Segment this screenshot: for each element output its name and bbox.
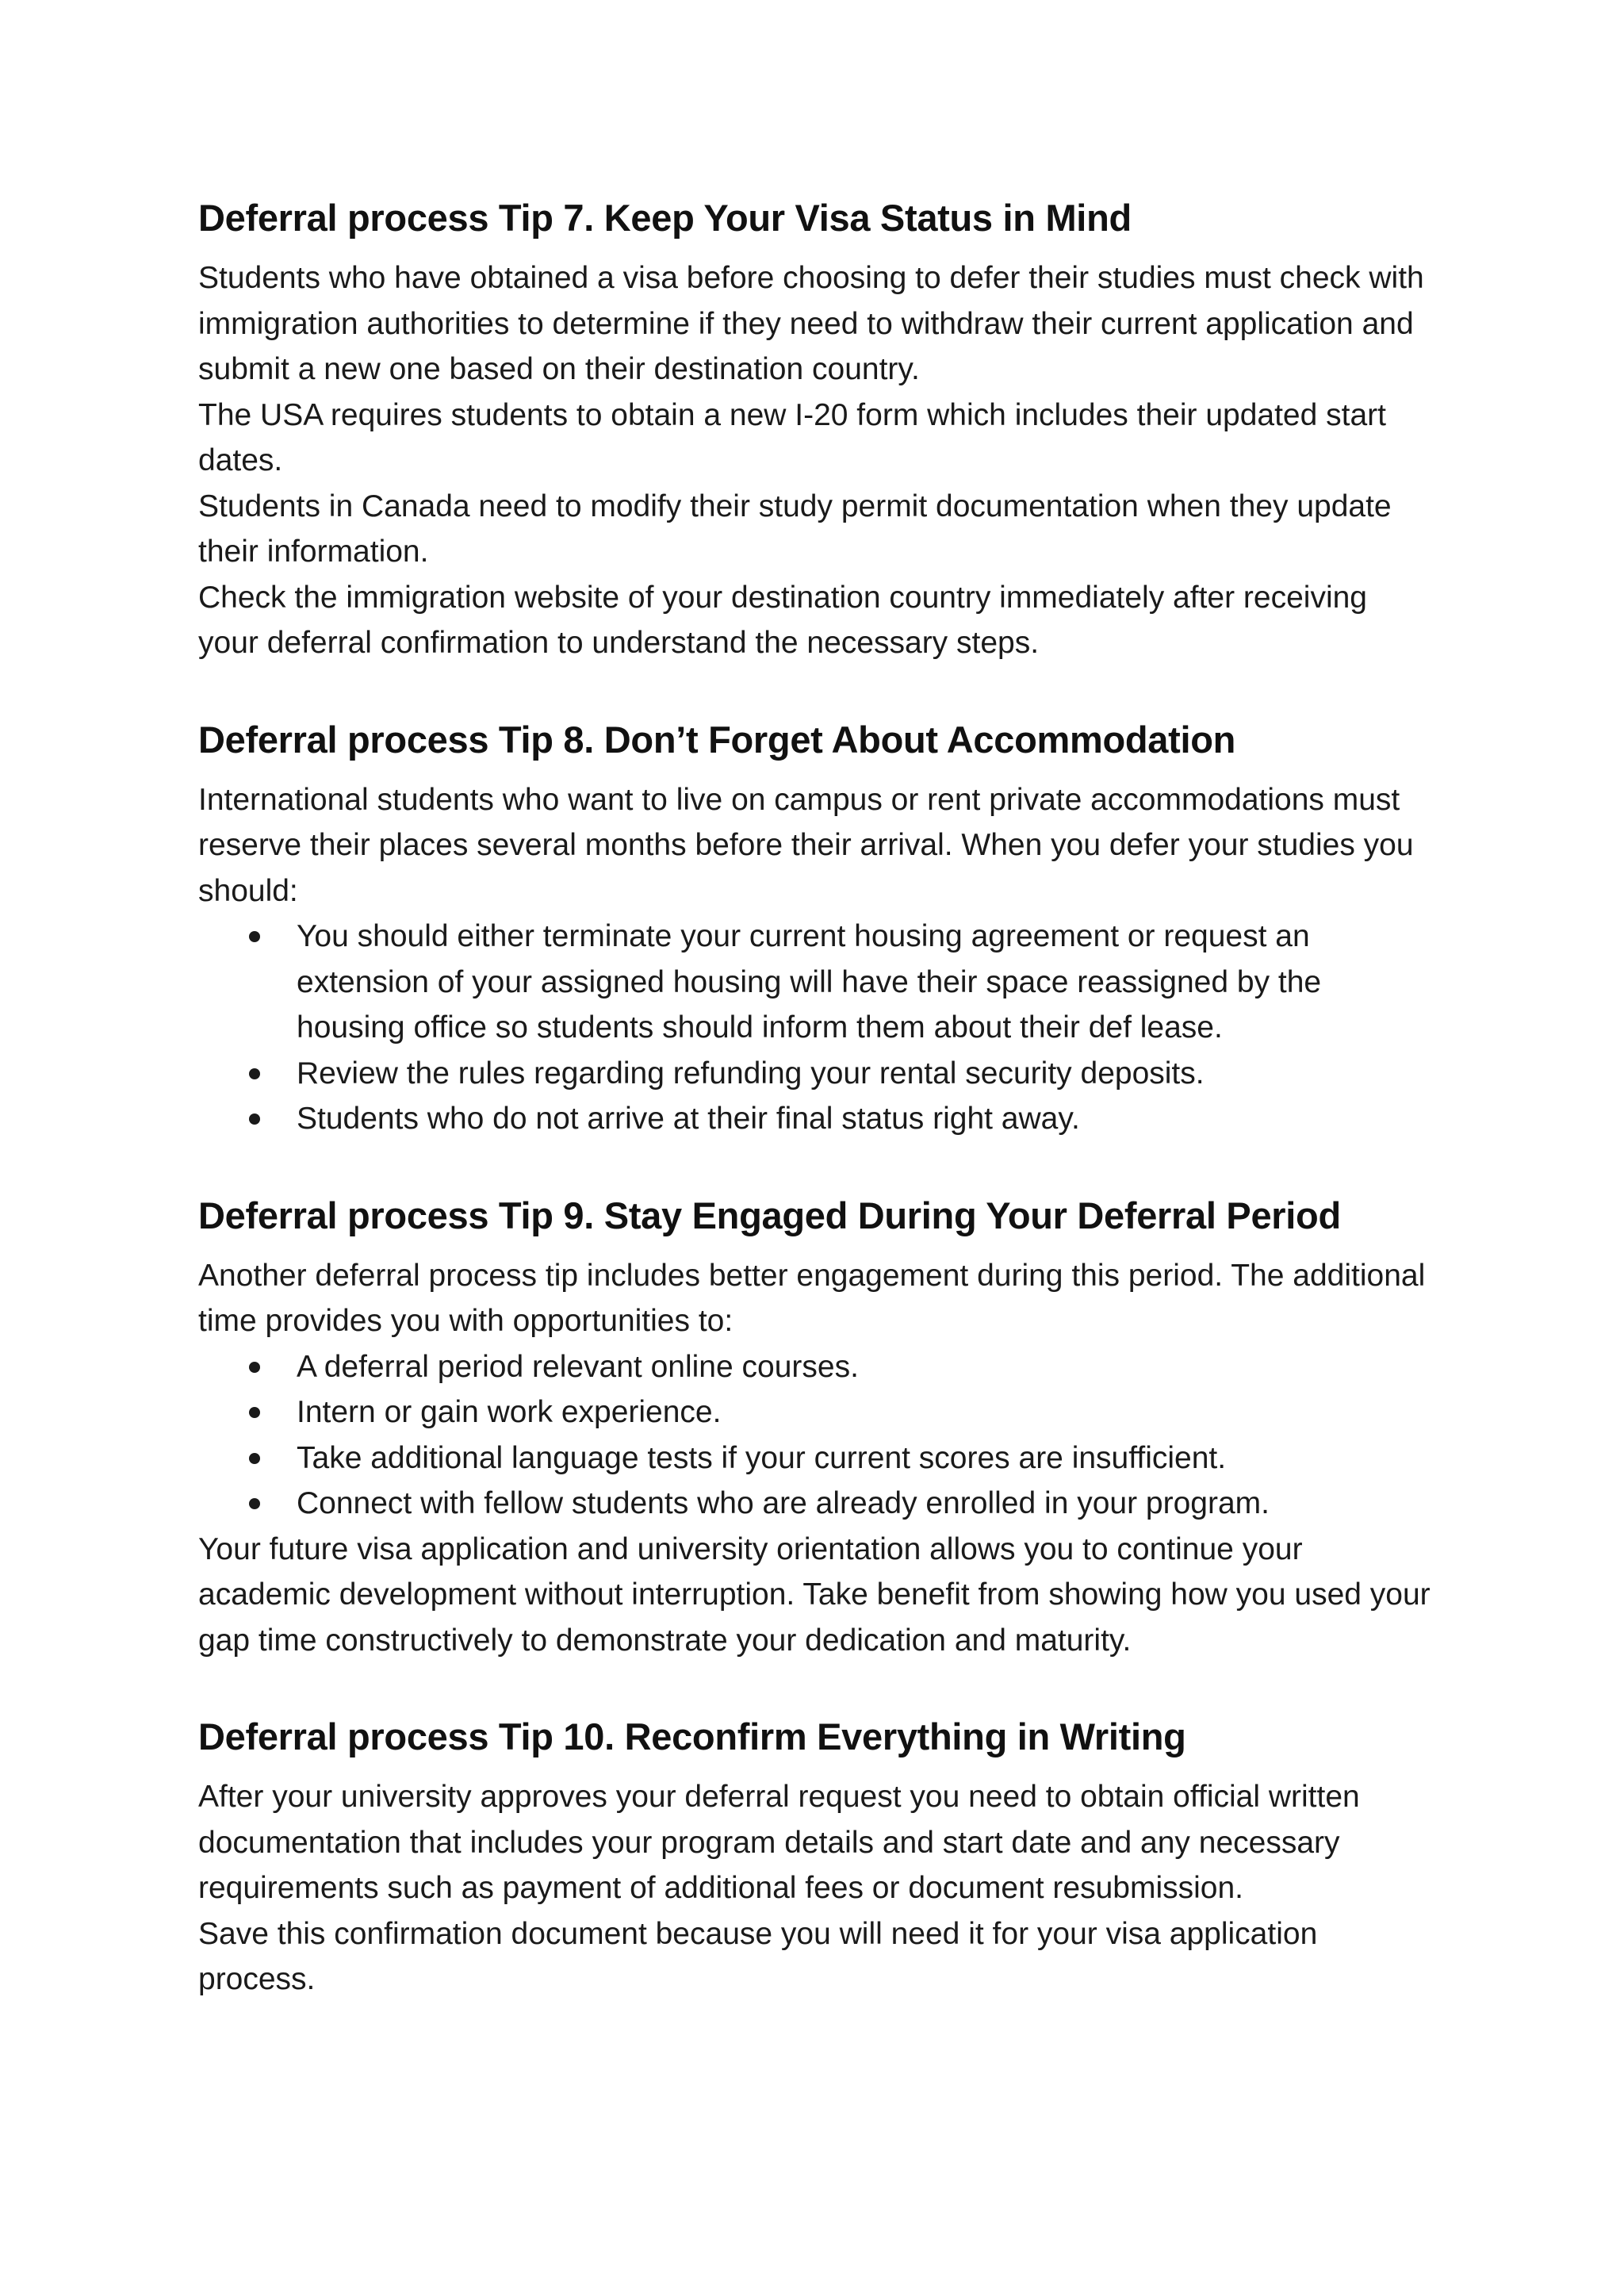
document-page	[198, 190, 1435, 2003]
bullet-icon	[249, 1362, 260, 1373]
list-item-text: Connect with fellow students who are already enrolled in your program.	[297, 1486, 1270, 1520]
list-item	[198, 1096, 1435, 1142]
section-tip-8	[198, 712, 1435, 1142]
paragraph: Another deferral process tip includes better engagement during this period. The additional time provides you with opportunities to:	[198, 1258, 1426, 1338]
list-item	[198, 1435, 1435, 1481]
section-heading: Deferral process Tip 10. Reconfirm Everything in Writing	[198, 1715, 1186, 1757]
list-item-text: Take additional language tests if your current scores are insufficient.	[297, 1440, 1227, 1475]
paragraph: Students in Canada need to modify their study permit documentation when they update their information.	[198, 489, 1392, 569]
paragraph: International students who want to live on campus or rent private accommodations must reserve their places several months before their arrival. When you defer your studies you should:	[198, 782, 1414, 908]
paragraph: After your university approves your deferral request you need to obtain official written documentation that includes your program details and start date and any necessary requirements such as payment of additional fees or document resubmission.	[198, 1780, 1360, 1905]
bullet-icon	[249, 1114, 260, 1125]
bullet-icon	[249, 1453, 260, 1464]
list-item-text: Intern or gain work experience.	[297, 1395, 722, 1429]
paragraph: Save this confirmation document because you will need it for your visa application process.	[198, 1916, 1318, 1996]
list-item-text: You should either terminate your current housing agreement or request an extension of your assigned housing will have their space reassigned by the housing office so students should inform them about their def lease.	[297, 919, 1322, 1045]
list-item	[198, 1389, 1435, 1435]
bullet-icon	[249, 1068, 260, 1079]
list-item	[198, 1344, 1435, 1390]
bullet-icon	[249, 1407, 260, 1418]
list-item	[198, 914, 1435, 1051]
bullet-list	[198, 1344, 1435, 1527]
bullet-icon	[249, 931, 260, 942]
list-item-text: Students who do not arrive at their final status right away.	[297, 1102, 1080, 1136]
paragraph: Students who have obtained a visa before choosing to defer their studies must check with immigration authorities to determine if they need to withdraw their current application and submit a new one based on their destination country.	[198, 261, 1424, 386]
paragraph: The USA requires students to obtain a new I-20 form which includes their updated start dates.	[198, 397, 1386, 477]
section-heading: Deferral process Tip 8. Don’t Forget About Accommodation	[198, 718, 1236, 761]
bullet-icon	[249, 1498, 260, 1509]
paragraph: Check the immigration website of your destination country immediately after receiving your deferral confirmation to understand the necessary steps.	[198, 580, 1368, 660]
section-heading: Deferral process Tip 9. Stay Engaged During Your Deferral Period	[198, 1194, 1341, 1236]
bullet-list	[198, 914, 1435, 1142]
list-item-text: A deferral period relevant online courses.	[297, 1349, 859, 1384]
list-item-text: Review the rules regarding refunding your rental security deposits.	[297, 1056, 1205, 1091]
section-tip-9	[198, 1188, 1435, 1664]
paragraph: Your future visa application and university orientation allows you to continue your academic development without interruption. Take benefit from showing how you used your gap time constructively to demonstrate your dedication and maturity.	[198, 1531, 1431, 1658]
section-tip-10	[198, 1709, 1435, 2003]
list-item	[198, 1481, 1435, 1527]
section-tip-7	[198, 190, 1435, 666]
section-heading: Deferral process Tip 7. Keep Your Visa Status in Mind	[198, 197, 1132, 239]
list-item	[198, 1051, 1435, 1097]
